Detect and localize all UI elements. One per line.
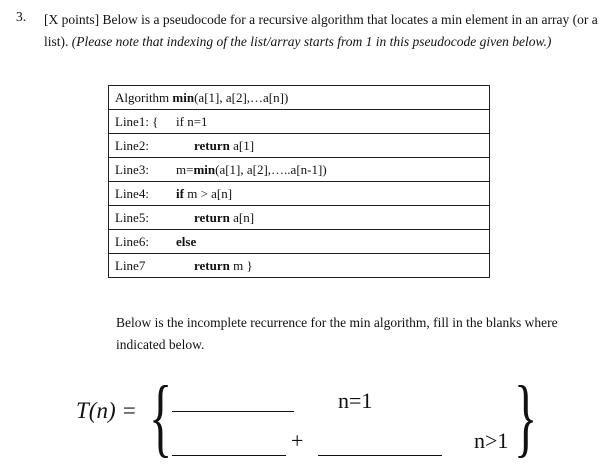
algorithm-line-row: [109, 182, 490, 206]
blank-additional-term[interactable]: [318, 455, 442, 456]
line-code: else: [170, 230, 490, 254]
question-intro: [44, 9, 604, 53]
case-condition-2: n>1: [474, 428, 509, 453]
left-brace: {: [149, 369, 173, 466]
case-condition-1: n=1: [338, 388, 373, 413]
algorithm-name: min: [172, 89, 195, 105]
algorithm-table: [108, 85, 490, 278]
intro-note-text: (Please note that indexing of the list/array starts from 1 in this pseudocode given below.): [71, 34, 552, 49]
line-code: return a[1]: [170, 134, 490, 158]
algorithm-line-row: [109, 134, 490, 158]
line-label: Line4:: [109, 182, 171, 206]
line-label: Line1: {: [109, 110, 171, 134]
line-label: Line5:: [109, 206, 171, 230]
algorithm-line-row: [109, 230, 490, 254]
algorithm-line-row: [109, 158, 490, 182]
algorithm-line-row: [109, 254, 490, 278]
line-label: Line7: [109, 254, 171, 278]
recurrence-instruction: Below is the incomplete recurrence for the min algorithm, fill in the blanks where indicated below.: [116, 315, 558, 352]
intro-main-text: [X points] Below is a pseudocode for a recursive algorithm that locates a min element in an array (or a list).: [44, 12, 598, 49]
algorithm-header-prefix: Algorithm: [115, 89, 173, 105]
blank-recursive-term[interactable]: [172, 455, 286, 456]
question-number: 3.: [16, 9, 27, 24]
algorithm-params: (a[1], a[2],…a[n]): [194, 89, 289, 105]
line-label: Line3:: [109, 158, 171, 182]
line-code: if n=1: [170, 110, 490, 134]
line-code: return a[n]: [170, 206, 490, 230]
right-brace: }: [514, 369, 538, 466]
plus-sign: +: [291, 428, 304, 453]
algorithm-line-row: [109, 110, 490, 134]
line-code: m=min(a[1], a[2],…..a[n-1]): [170, 158, 490, 182]
algorithm-line-row: [109, 206, 490, 230]
line-code: if m > a[n]: [170, 182, 490, 206]
line-code: return m }: [170, 254, 490, 278]
blank-base-case[interactable]: [172, 411, 294, 412]
line-label: Line6:: [109, 230, 171, 254]
algorithm-header: [109, 86, 490, 110]
algorithm-header-row: [109, 86, 490, 110]
line-label: Line2:: [109, 134, 171, 158]
recurrence-lhs: T(n) =: [76, 398, 137, 423]
